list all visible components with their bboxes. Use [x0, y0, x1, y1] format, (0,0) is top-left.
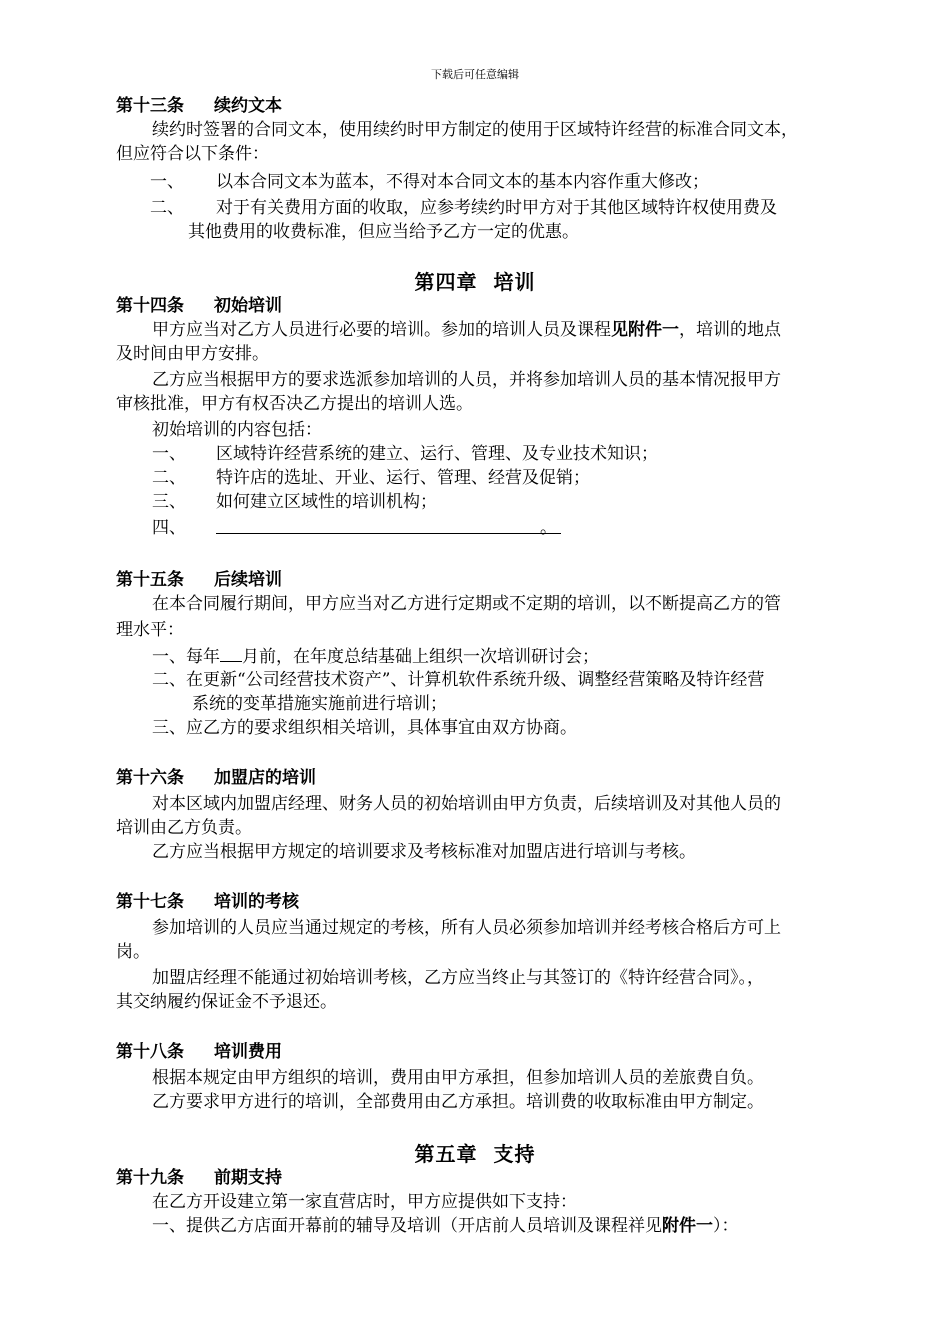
article-16-name: 加盟店的培训: [214, 768, 316, 788]
paragraph: 审核批准，甲方有权否决乙方提出的培训人选。: [116, 394, 473, 414]
article-19-heading: [116, 1166, 282, 1190]
list-item: [152, 1214, 739, 1238]
list-number: 四、: [152, 518, 186, 538]
list-item: 系统的变革措施实施前进行培训；: [192, 694, 447, 714]
paragraph: [152, 318, 781, 342]
chapter-number: 第四章: [414, 270, 478, 294]
article-16-number: 第十六条: [116, 768, 184, 788]
article-14-number: 第十四条: [116, 296, 184, 316]
text: 一、每年: [152, 647, 220, 667]
article-13-number: 第十三条: [116, 96, 184, 116]
paragraph: 其交纳履约保证金不予退还。: [116, 992, 337, 1012]
text: ）：: [713, 1216, 739, 1236]
paragraph: 岗。: [116, 942, 150, 962]
chapter-number: 第五章: [414, 1142, 478, 1166]
list-number: 二、: [152, 468, 186, 488]
blank-line-item: [216, 516, 561, 541]
article-17-number: 第十七条: [116, 892, 184, 912]
list-item: [152, 644, 599, 669]
list-item: 以本合同文本为蓝本，不得对本合同文本的基本内容作重大修改；: [216, 172, 709, 192]
paragraph: 在本合同履行期间，甲方应当对乙方进行定期或不定期的培训，以不断提高乙方的管: [152, 594, 781, 614]
paragraph: 及时间由甲方安排。: [116, 344, 269, 364]
article-14-name: 初始培训: [214, 296, 282, 316]
paragraph: 对本区域内加盟店经理、财务人员的初始培训由甲方负责，后续培训及对其他人员的: [152, 794, 781, 814]
chapter-name: 培训: [493, 270, 536, 294]
article-17-name: 培训的考核: [214, 892, 299, 912]
article-15-number: 第十五条: [116, 570, 184, 590]
list-item: 其他费用的收费标准，但应当给予乙方一定的优惠。: [188, 222, 579, 242]
article-15-heading: [116, 568, 282, 592]
article-18-name: 培训费用: [214, 1042, 282, 1062]
article-13-name: 续约文本: [214, 96, 282, 116]
list-item: 如何建立区域性的培训机构；: [216, 492, 437, 512]
paragraph: 加盟店经理不能通过初始培训考核，乙方应当终止与其签订的《特许经营合同》。，: [152, 968, 764, 988]
paragraph: 理水平：: [116, 620, 184, 640]
fill-in-blank: [216, 516, 561, 538]
text: 甲方应当对乙方人员进行必要的培训。参加的培训人员及课程: [152, 320, 611, 340]
paragraph: 培训由乙方负责。: [116, 818, 252, 838]
text: ，培训的地点: [679, 320, 781, 340]
fill-in-blank: [220, 644, 242, 662]
paragraph: 初始培训的内容包括：: [152, 420, 322, 440]
list-number: 三、: [152, 492, 186, 512]
paragraph: 根据本规定由甲方组织的培训，费用由甲方承担，但参加培训人员的差旅费自负。: [152, 1068, 764, 1088]
list-item: 特许店的选址、开业、运行、管理、经营及促销；: [216, 468, 590, 488]
appendix-reference: 见附件一: [611, 320, 679, 340]
list-item: 对于有关费用方面的收取，应参考续约时甲方对于其他区域特许权使用费及: [216, 198, 777, 218]
paragraph: 续约时签署的合同文本，使用续约时甲方制定的使用于区域特许经营的标准合同文本，: [152, 120, 798, 140]
list-number: 二、: [150, 198, 184, 218]
text: 。: [540, 518, 557, 538]
list-number: 一、: [152, 444, 186, 464]
paragraph: 但应符合以下条件：: [116, 144, 269, 164]
page-header: 下载后可任意编辑: [431, 68, 519, 81]
chapter-5-title: [0, 1138, 950, 1167]
paragraph: 乙方要求甲方进行的培训，全部费用由乙方承担。培训费的收取标准由甲方制定。: [152, 1092, 764, 1112]
list-number: 一、: [150, 172, 184, 192]
article-19-name: 前期支持: [214, 1168, 282, 1188]
paragraph: 在乙方开设建立第一家直营店时，甲方应提供如下支持：: [152, 1192, 577, 1212]
chapter-4-title: [0, 266, 950, 295]
article-17-heading: [116, 890, 299, 914]
article-18-heading: [116, 1040, 282, 1064]
paragraph: 乙方应当根据甲方规定的培训要求及考核标准对加盟店进行培训与考核。: [152, 842, 696, 862]
article-14-heading: [116, 294, 282, 318]
text: 一、提供乙方店面开幕前的辅导及培训（开店前人员培训及课程祥见: [152, 1216, 662, 1236]
article-15-name: 后续培训: [214, 570, 282, 590]
list-item: 二、在更新“公司经营技术资产”、计算机软件系统升级、调整经营策略及特许经营: [152, 670, 765, 690]
list-item: 区域特许经营系统的建立、运行、管理、及专业技术知识；: [216, 444, 658, 464]
text: 月前，在年度总结基础上组织一次培训研讨会；: [242, 647, 599, 667]
paragraph: 乙方应当根据甲方的要求选派参加培训的人员，并将参加培训人员的基本情况报甲方: [152, 370, 781, 390]
article-16-heading: [116, 766, 316, 790]
article-13-heading: [116, 94, 282, 118]
article-18-number: 第十八条: [116, 1042, 184, 1062]
article-19-number: 第十九条: [116, 1168, 184, 1188]
paragraph: 参加培训的人员应当通过规定的考核，所有人员必须参加培训并经考核合格后方可上: [152, 918, 781, 938]
list-item: 三、应乙方的要求组织相关培训，具体事宜由双方协商。: [152, 718, 577, 738]
appendix-reference: 附件一: [662, 1216, 713, 1236]
chapter-name: 支持: [493, 1142, 536, 1166]
